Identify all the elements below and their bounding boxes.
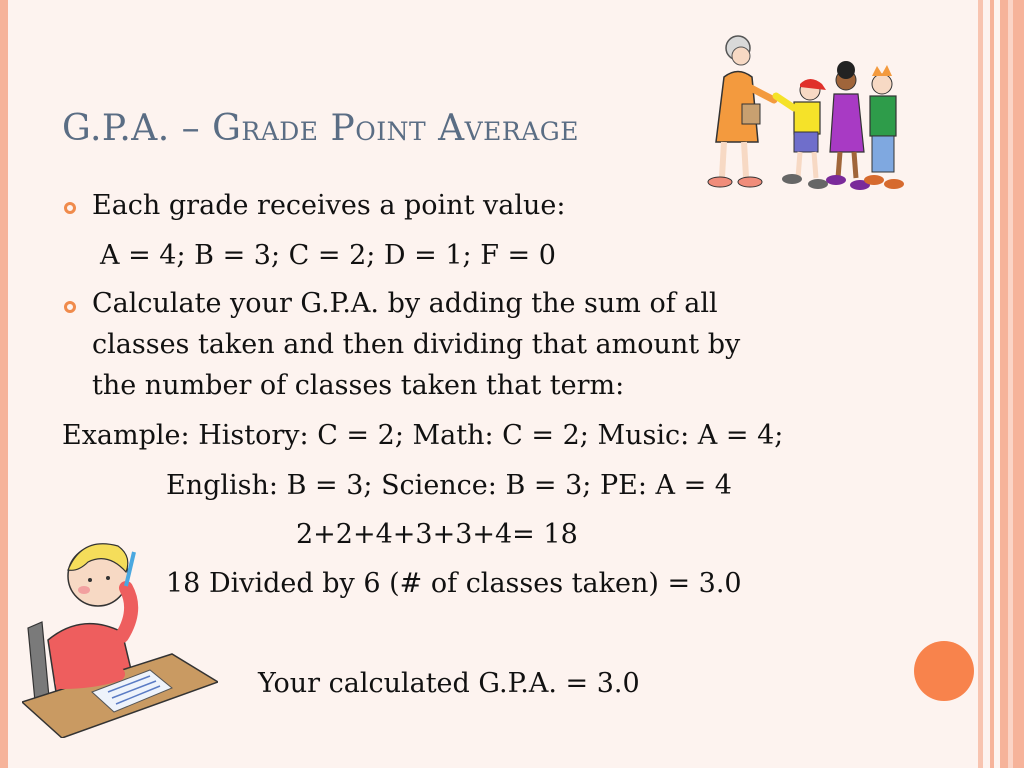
divide-line: 18 Divided by 6 (# of classes taken) = 3.0	[166, 568, 742, 599]
grade-values-line: A = 4; B = 3; C = 2; D = 1; F = 0	[100, 240, 556, 271]
slide-frame-left	[0, 0, 8, 768]
bullet-point-value: Each grade receives a point value:	[92, 190, 566, 221]
bullet-icon	[64, 301, 76, 313]
calculate-line-1: Calculate your G.P.A. by adding the sum of all	[92, 288, 718, 319]
slide-title	[62, 108, 579, 149]
example-line-2: English: B = 3; Science: B = 3; PE: A = 4	[166, 470, 732, 501]
bullet-icon	[64, 202, 76, 214]
result-line: Your calculated G.P.A. = 3.0	[258, 668, 640, 699]
title-main: Grade Point Average	[212, 108, 579, 149]
calculate-line-2: classes taken and then dividing that amount by	[92, 329, 741, 360]
teacher-students-clipart	[694, 32, 908, 194]
thinking-student-clipart	[22, 532, 218, 738]
example-line-1: Example: History: C = 2; Math: C = 2; Music: A = 4;	[62, 420, 784, 451]
calculate-line-3: the number of classes taken that term:	[92, 370, 625, 401]
decorative-circle	[914, 641, 974, 701]
slide-frame-right	[978, 0, 1024, 768]
title-prefix: G.P.A. –	[62, 108, 213, 149]
sum-line: 2+2+4+3+3+4= 18	[296, 519, 578, 550]
